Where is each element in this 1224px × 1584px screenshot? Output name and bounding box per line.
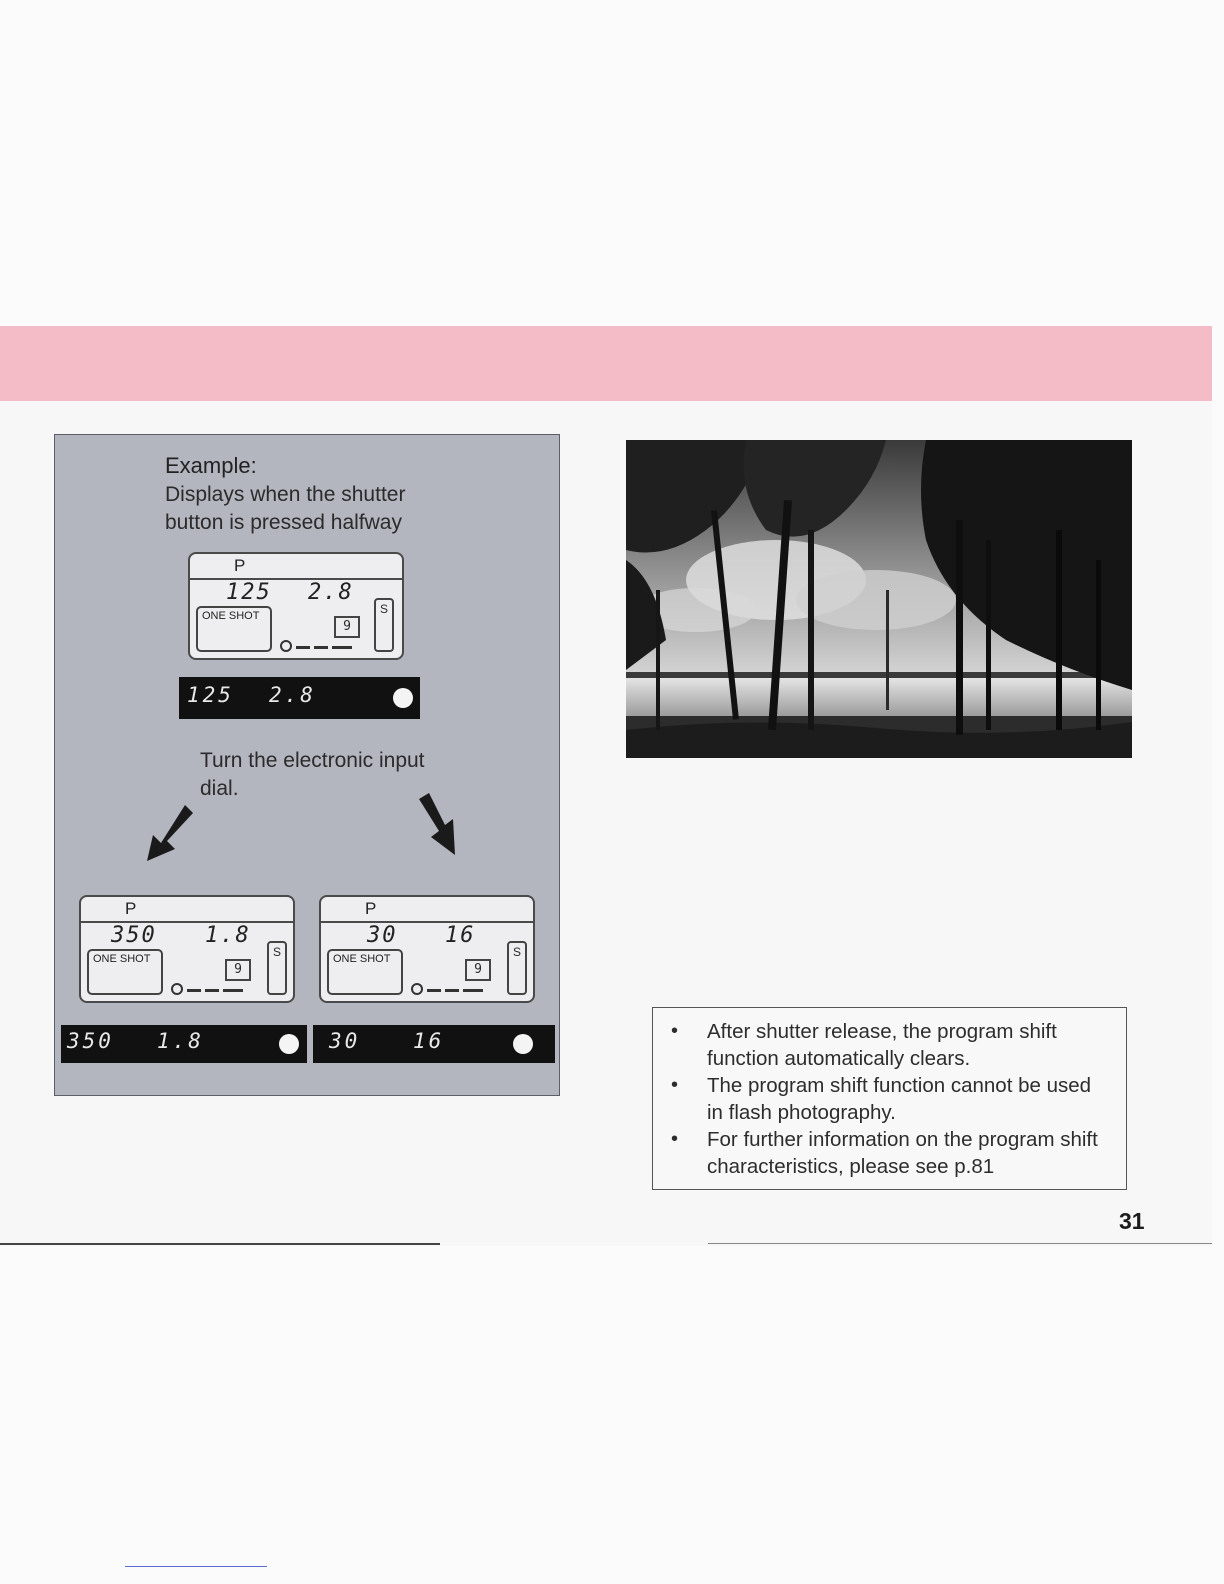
battery-segment	[205, 989, 219, 992]
frame-counter: 9	[334, 616, 360, 638]
aperture-readout: 16	[445, 923, 476, 948]
mode-indicator: P	[125, 899, 137, 918]
note-item	[653, 1126, 1108, 1180]
notes-box	[652, 1007, 1127, 1190]
oneshot-af-box	[87, 949, 163, 995]
drive-mode-indicator: S	[267, 941, 287, 995]
viewfinder-display-shift-left	[61, 1025, 307, 1063]
focus-confirmation-icon	[513, 1034, 533, 1054]
example-title: Example:	[165, 453, 257, 478]
oneshot-label: ONE SHOT	[93, 953, 151, 965]
viewfinder-display-initial	[179, 677, 420, 719]
battery-segment	[463, 989, 483, 992]
metering-icon	[411, 983, 423, 995]
mode-indicator: P	[234, 556, 246, 575]
battery-segment	[427, 989, 441, 992]
shutter-speed-readout: 350	[111, 923, 157, 948]
battery-segment	[223, 989, 243, 992]
drive-mode-indicator: S	[374, 598, 394, 652]
viewfinder-aperture: 1.8	[157, 1029, 204, 1053]
note-text: After shutter release, the program shift function automatically clears.	[707, 1020, 1057, 1070]
viewfinder-shutter: 125	[187, 683, 234, 707]
lcd-divider	[190, 578, 402, 580]
example-panel	[54, 434, 560, 1096]
bottom-rule	[0, 1243, 440, 1245]
note-text: The program shift function cannot be used in flash photography.	[707, 1074, 1092, 1124]
lcd-divider	[321, 921, 533, 923]
oneshot-af-box	[327, 949, 403, 995]
aperture-readout: 1.8	[205, 923, 251, 948]
oneshot-af-box	[196, 606, 272, 652]
metering-icon	[171, 983, 183, 995]
frame-counter: 9	[465, 959, 491, 981]
lcd-panel-shift-left	[79, 895, 295, 1003]
note-item	[653, 1072, 1108, 1126]
bullet-icon: •	[671, 1020, 679, 1042]
lcd-panel-shift-right	[319, 895, 535, 1003]
viewfinder-aperture: 2.8	[269, 683, 316, 707]
metering-icon	[280, 640, 292, 652]
focus-confirmation-icon	[279, 1034, 299, 1054]
example-description: Displays when the shutter button is pressed halfway	[165, 483, 406, 534]
turn-dial-instruction: Turn the electronic input dial.	[200, 749, 425, 800]
focus-confirmation-icon	[393, 688, 413, 708]
bullet-icon: •	[671, 1128, 679, 1150]
header-band	[0, 326, 1212, 401]
arrow-down-left-icon	[141, 801, 193, 865]
viewfinder-display-shift-right	[313, 1025, 555, 1063]
lake-trees-photo	[626, 440, 1132, 758]
note-item	[653, 1018, 1108, 1072]
shutter-speed-readout: 30	[367, 923, 398, 948]
battery-segment	[187, 989, 201, 992]
oneshot-label: ONE SHOT	[202, 610, 260, 622]
frame-counter: 9	[225, 959, 251, 981]
aperture-readout: 2.8	[308, 580, 354, 605]
battery-segment	[445, 989, 459, 992]
bottom-rule	[708, 1243, 1212, 1244]
arrow-down-right-icon	[415, 791, 463, 859]
viewfinder-shutter: 350	[67, 1029, 114, 1053]
battery-segment	[296, 646, 310, 649]
bullet-icon: •	[671, 1074, 679, 1096]
footer-line	[125, 1566, 267, 1567]
page-number: 31	[1119, 1208, 1145, 1234]
battery-segment	[332, 646, 352, 649]
mode-indicator: P	[365, 899, 377, 918]
viewfinder-shutter: 30	[329, 1029, 361, 1053]
viewfinder-aperture: 16	[413, 1029, 445, 1053]
drive-mode-indicator: S	[507, 941, 527, 995]
battery-segment	[314, 646, 328, 649]
lcd-panel-initial	[188, 552, 404, 660]
note-text: For further information on the program shift characteristics, please see p.81	[707, 1128, 1098, 1178]
shutter-speed-readout: 125	[226, 580, 272, 605]
oneshot-label: ONE SHOT	[333, 953, 391, 965]
